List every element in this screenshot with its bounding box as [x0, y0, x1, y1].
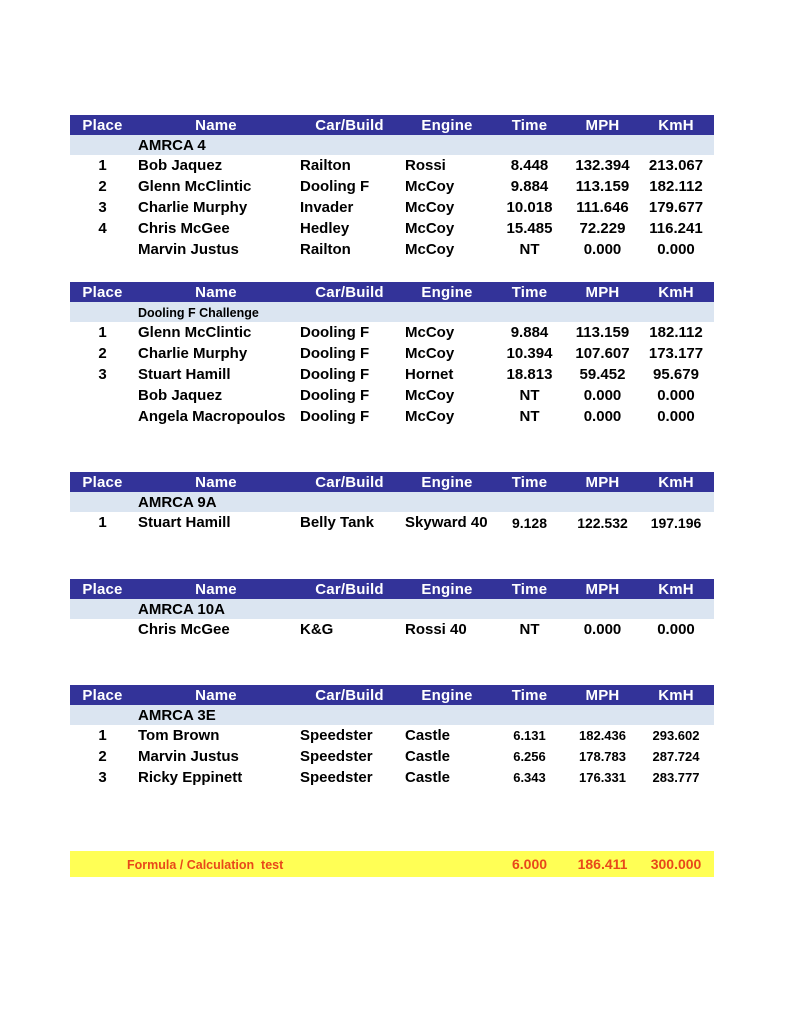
mph-cell: 0.000: [583, 387, 622, 404]
name-cell: Chris McGee: [138, 621, 230, 638]
results-table: [70, 579, 714, 640]
table-row: [70, 512, 714, 533]
table-row: [70, 725, 714, 746]
name-cell: Tom Brown: [138, 727, 220, 744]
col-header-time: Time: [492, 472, 567, 492]
section-row: [70, 302, 714, 322]
results-table: [70, 685, 714, 788]
col-header-kmh: KmH: [638, 685, 714, 705]
name-cell: Charlie Murphy: [138, 199, 248, 216]
col-header-place: Place: [70, 685, 135, 705]
kmh-cell: 0.000: [657, 241, 695, 258]
time-cell: 6.256: [513, 749, 546, 764]
place-cell: 4: [98, 220, 107, 237]
section-label: AMRCA 3E: [138, 706, 216, 724]
table-row: [70, 155, 714, 176]
name-cell: Chris McGee: [138, 220, 230, 237]
place-cell: 1: [98, 324, 107, 341]
col-header-place: Place: [70, 579, 135, 599]
col-header-engine: Engine: [402, 472, 492, 492]
mph-cell: 182.436: [579, 728, 626, 743]
time-cell: NT: [519, 408, 540, 425]
mph-cell: 0.000: [583, 241, 622, 258]
table-row: [70, 197, 714, 218]
time-cell: 8.448: [510, 157, 549, 174]
mph-cell: 0.000: [583, 621, 622, 638]
tables-container: [70, 115, 712, 788]
table-row: [70, 746, 714, 767]
table-row: [70, 176, 714, 197]
time-cell: 15.485: [506, 220, 553, 237]
time-cell: 18.813: [506, 366, 553, 383]
name-cell: Marvin Justus: [138, 748, 239, 765]
mph-cell: 178.783: [579, 749, 626, 764]
name-cell: Stuart Hamill: [138, 514, 231, 531]
time-cell: 9.884: [510, 178, 549, 195]
time-cell: 6.131: [513, 728, 546, 743]
place-cell: 3: [98, 769, 107, 786]
name-cell: Bob Jaquez: [138, 387, 223, 404]
mph-cell: 72.229: [579, 220, 626, 237]
name-cell: Stuart Hamill: [138, 366, 231, 383]
time-cell: 6.343: [513, 770, 546, 785]
table-row: [70, 406, 714, 427]
engine-cell: McCoy: [405, 324, 455, 341]
engine-cell: Hornet: [405, 366, 454, 383]
col-header-time: Time: [492, 115, 567, 135]
col-header-name: Name: [135, 115, 297, 135]
col-header-car: Car/Build: [297, 115, 402, 135]
section-spacer: [70, 705, 135, 725]
section-spacer: [70, 492, 135, 512]
mph-cell: 122.532: [577, 514, 628, 531]
table-row: [70, 385, 714, 406]
car-build-cell: Railton: [300, 157, 351, 174]
time-cell: 9.128: [511, 514, 548, 531]
formula-test-time: 6.000: [492, 851, 567, 877]
table-row: [70, 239, 714, 260]
section-spacer: [70, 599, 135, 619]
table-row: [70, 322, 714, 343]
col-header-mph: MPH: [567, 282, 638, 302]
col-header-engine: Engine: [402, 579, 492, 599]
mph-cell: 113.159: [575, 324, 630, 341]
col-header-car: Car/Build: [297, 685, 402, 705]
car-build-cell: Speedster: [300, 748, 373, 765]
kmh-cell: 182.112: [649, 178, 703, 195]
kmh-cell: 213.067: [648, 157, 704, 174]
table-row: [70, 343, 714, 364]
engine-cell: McCoy: [405, 408, 455, 425]
results-table: [70, 282, 714, 427]
place-cell: [70, 239, 135, 260]
formula-test-kmh: 300.000: [638, 851, 714, 877]
kmh-cell: 173.177: [648, 345, 704, 362]
formula-test-mph: 186.411: [567, 851, 638, 877]
header-row: [70, 115, 714, 135]
place-cell: 1: [98, 157, 107, 174]
kmh-cell: 179.677: [648, 199, 704, 216]
col-header-kmh: KmH: [638, 115, 714, 135]
table-row: [70, 767, 714, 788]
kmh-cell: 95.679: [653, 366, 699, 383]
col-header-time: Time: [492, 282, 567, 302]
engine-cell: McCoy: [405, 387, 455, 404]
car-build-cell: Dooling F: [300, 408, 370, 425]
col-header-name: Name: [135, 579, 297, 599]
engine-cell: McCoy: [405, 178, 455, 195]
header-row: [70, 685, 714, 705]
place-cell: [70, 619, 135, 640]
mph-cell: 0.000: [583, 408, 622, 425]
place-cell: 1: [98, 727, 107, 744]
car-build-cell: Speedster: [300, 769, 373, 786]
col-header-mph: MPH: [567, 685, 638, 705]
header-row: [70, 472, 714, 492]
col-header-engine: Engine: [402, 282, 492, 302]
kmh-cell: 283.777: [652, 770, 700, 785]
engine-cell: Rossi: [405, 157, 446, 174]
section-spacer: [70, 135, 135, 155]
name-cell: Charlie Murphy: [138, 345, 248, 362]
col-header-place: Place: [70, 115, 135, 135]
car-build-cell: Belly Tank: [300, 514, 374, 531]
section-row: [70, 705, 714, 725]
car-build-cell: Speedster: [300, 727, 373, 744]
header-row: [70, 579, 714, 599]
time-cell: NT: [519, 241, 540, 258]
engine-cell: Castle: [405, 748, 451, 765]
name-cell: Ricky Eppinett: [138, 769, 243, 786]
col-header-kmh: KmH: [638, 579, 714, 599]
mph-cell: 176.331: [579, 770, 626, 785]
engine-cell: McCoy: [405, 241, 455, 258]
col-header-car: Car/Build: [297, 472, 402, 492]
place-cell: 2: [98, 345, 107, 362]
col-header-place: Place: [70, 472, 135, 492]
name-cell: Marvin Justus: [138, 241, 239, 258]
engine-cell: Castle: [405, 727, 451, 744]
time-cell: 9.884: [510, 324, 549, 341]
engine-cell: Castle: [405, 769, 451, 786]
col-header-kmh: KmH: [638, 472, 714, 492]
name-cell: Bob Jaquez: [138, 157, 223, 174]
name-cell: Angela Macropoulos: [138, 408, 286, 425]
place-cell: 1: [98, 514, 107, 531]
section-row: [70, 492, 714, 512]
kmh-cell: 0.000: [657, 408, 695, 425]
col-header-time: Time: [492, 579, 567, 599]
col-header-mph: MPH: [567, 115, 638, 135]
car-build-cell: K&G: [300, 621, 334, 638]
place-cell: 3: [98, 199, 107, 216]
results-table: [70, 115, 714, 260]
section-label: AMRCA 10A: [138, 600, 225, 618]
col-header-time: Time: [492, 685, 567, 705]
place-cell: 2: [98, 178, 107, 195]
section-label: Dooling F Challenge: [138, 305, 259, 320]
col-header-name: Name: [135, 282, 297, 302]
engine-cell: McCoy: [405, 345, 455, 362]
section-spacer: [70, 302, 135, 322]
mph-cell: 111.646: [576, 199, 629, 216]
place-cell: [70, 385, 135, 406]
car-build-cell: Dooling F: [300, 345, 370, 362]
section-label: AMRCA 9A: [138, 493, 217, 511]
engine-cell: McCoy: [405, 220, 455, 237]
col-header-car: Car/Build: [297, 282, 402, 302]
kmh-cell: 287.724: [652, 749, 700, 764]
col-header-engine: Engine: [402, 685, 492, 705]
mph-cell: 113.159: [575, 178, 630, 195]
engine-cell: McCoy: [405, 199, 455, 216]
kmh-cell: 116.241: [649, 220, 703, 237]
header-row: [70, 282, 714, 302]
table-row: [70, 218, 714, 239]
car-build-cell: Dooling F: [300, 324, 370, 341]
kmh-cell: 0.000: [657, 387, 695, 404]
engine-cell: Skyward 40: [405, 514, 488, 531]
col-header-car: Car/Build: [297, 579, 402, 599]
place-cell: [70, 406, 135, 427]
section-row: [70, 135, 714, 155]
col-header-place: Place: [70, 282, 135, 302]
engine-cell: Rossi 40: [405, 621, 467, 638]
place-cell: 2: [98, 748, 107, 765]
table-row: [70, 364, 714, 385]
formula-test-cells: [70, 851, 714, 877]
col-header-name: Name: [135, 685, 297, 705]
col-header-engine: Engine: [402, 115, 492, 135]
name-cell: Glenn McClintic: [138, 178, 252, 195]
col-header-name: Name: [135, 472, 297, 492]
race-results-sheet: [70, 115, 712, 877]
col-header-mph: MPH: [567, 579, 638, 599]
table-row: [70, 619, 714, 640]
kmh-cell: 0.000: [657, 621, 695, 638]
time-cell: 10.394: [506, 345, 553, 362]
results-table: [70, 472, 714, 533]
col-header-mph: MPH: [567, 472, 638, 492]
car-build-cell: Hedley: [300, 220, 350, 237]
mph-cell: 107.607: [575, 345, 630, 362]
car-build-cell: Dooling F: [300, 178, 370, 195]
name-cell: Glenn McClintic: [138, 324, 252, 341]
place-cell: 3: [98, 366, 107, 383]
time-cell: 10.018: [506, 199, 553, 216]
time-cell: NT: [519, 621, 540, 638]
car-build-cell: Dooling F: [300, 387, 370, 404]
kmh-cell: 293.602: [652, 728, 700, 743]
time-cell: NT: [519, 387, 540, 404]
mph-cell: 132.394: [575, 157, 630, 174]
kmh-cell: 197.196: [650, 514, 702, 531]
formula-test-row: [70, 851, 714, 877]
car-build-cell: Railton: [300, 241, 351, 258]
kmh-cell: 182.112: [649, 324, 703, 341]
col-header-kmh: KmH: [638, 282, 714, 302]
formula-test-label: Formula / Calculation test: [127, 857, 284, 872]
section-label: AMRCA 4: [138, 136, 206, 154]
car-build-cell: Dooling F: [300, 366, 370, 383]
section-row: [70, 599, 714, 619]
car-build-cell: Invader: [300, 199, 354, 216]
mph-cell: 59.452: [579, 366, 626, 383]
